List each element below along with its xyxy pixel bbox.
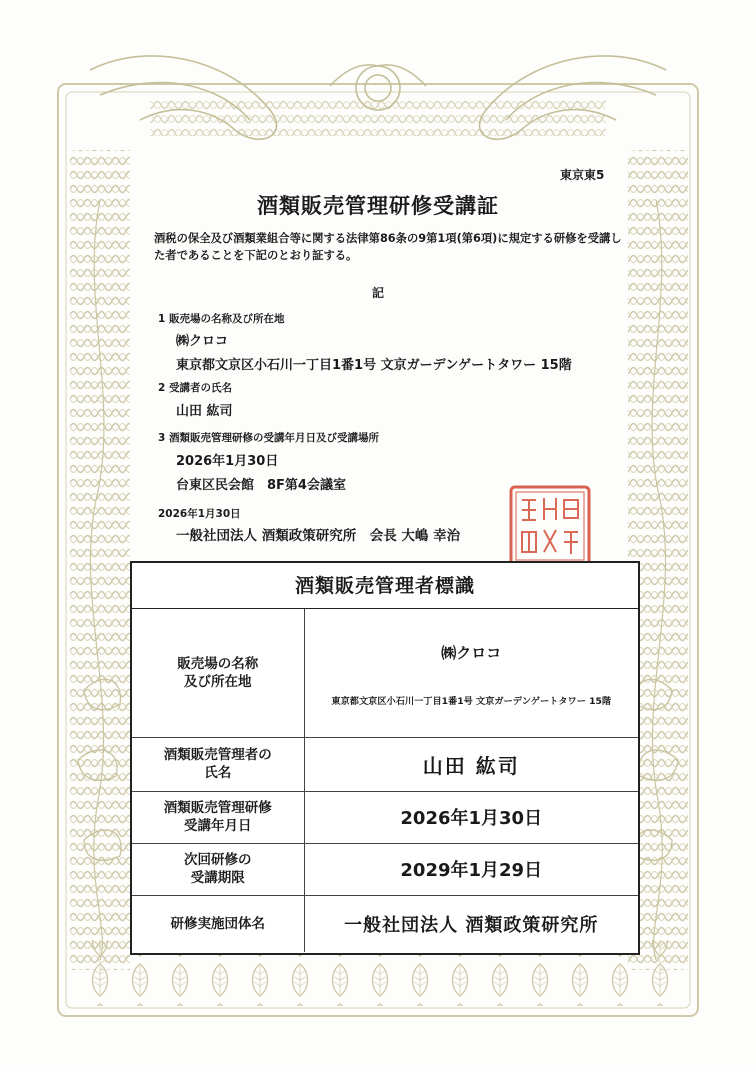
next-deadline: 2029年1月29日 [304, 843, 638, 895]
training-date: 2026年1月30日 [304, 791, 638, 843]
table-row [132, 843, 638, 895]
certificate-number: 東京東5 [560, 168, 605, 182]
official-seal-icon [508, 484, 592, 568]
item3-date: 2026年1月30日 [176, 454, 279, 469]
label-text: 販売場の名称 及び所在地 [177, 655, 259, 690]
item2-trainee-name: 山田 紘司 [176, 404, 233, 419]
table-row [132, 609, 638, 737]
item2-heading: 2 受講者の氏名 [158, 382, 232, 394]
table-row [132, 895, 638, 952]
shop-name: ㈱クロコ [441, 644, 502, 663]
manager-name: 山田 紘司 [304, 737, 638, 791]
issue-date: 2026年1月30日 [158, 508, 241, 520]
ki-heading: 記 [371, 286, 384, 300]
sign-table [132, 609, 638, 952]
table-row [132, 737, 638, 791]
label-text: 酒類販売管理者の 氏名 [163, 747, 272, 781]
issuer: 一般社団法人 酒類政策研究所 会長 大嶋 幸治 [176, 528, 461, 544]
label-text: 酒類販売管理研修 受講年月日 [163, 800, 272, 834]
liquor-sales-manager-sign [130, 561, 640, 955]
row-label-organizer [132, 895, 304, 952]
organizer-name: 一般社団法人 酒類政策研究所 [304, 895, 638, 952]
row-label-training-date [132, 791, 304, 843]
table-row [132, 791, 638, 843]
row-label-manager [132, 737, 304, 791]
label-text: 次回研修の 受講期限 [184, 852, 252, 886]
label-text: 研修実施団体名 [170, 915, 265, 932]
row-value-shop [304, 609, 638, 737]
sign-title: 酒類販売管理者標識 [132, 563, 638, 609]
certificate-preamble: 酒税の保全及び酒類業組合等に関する法律第86条の9第1項(第6項)に規定する研修を受講した者であることを下記のとおり証する。 [154, 232, 622, 262]
row-label-next-deadline [132, 843, 304, 895]
item1-address: 東京都文京区小石川一丁目1番1号 文京ガーデンゲートタワー 15階 [176, 358, 572, 373]
item1-heading: 1 販売場の名称及び所在地 [158, 313, 285, 325]
item3-heading: 3 酒類販売管理研修の受講年月日及び受講場所 [158, 432, 379, 444]
shop-address: 東京都文京区小石川一丁目1番1号 文京ガーデンゲートタワー 15階 [331, 696, 612, 708]
certificate-title: 酒類販売管理研修受講証 [257, 194, 499, 218]
item3-place: 台東区民会館 8F第4会議室 [176, 478, 346, 493]
row-label-shop [132, 609, 304, 737]
item1-business-name: ㈱クロコ [176, 334, 229, 349]
